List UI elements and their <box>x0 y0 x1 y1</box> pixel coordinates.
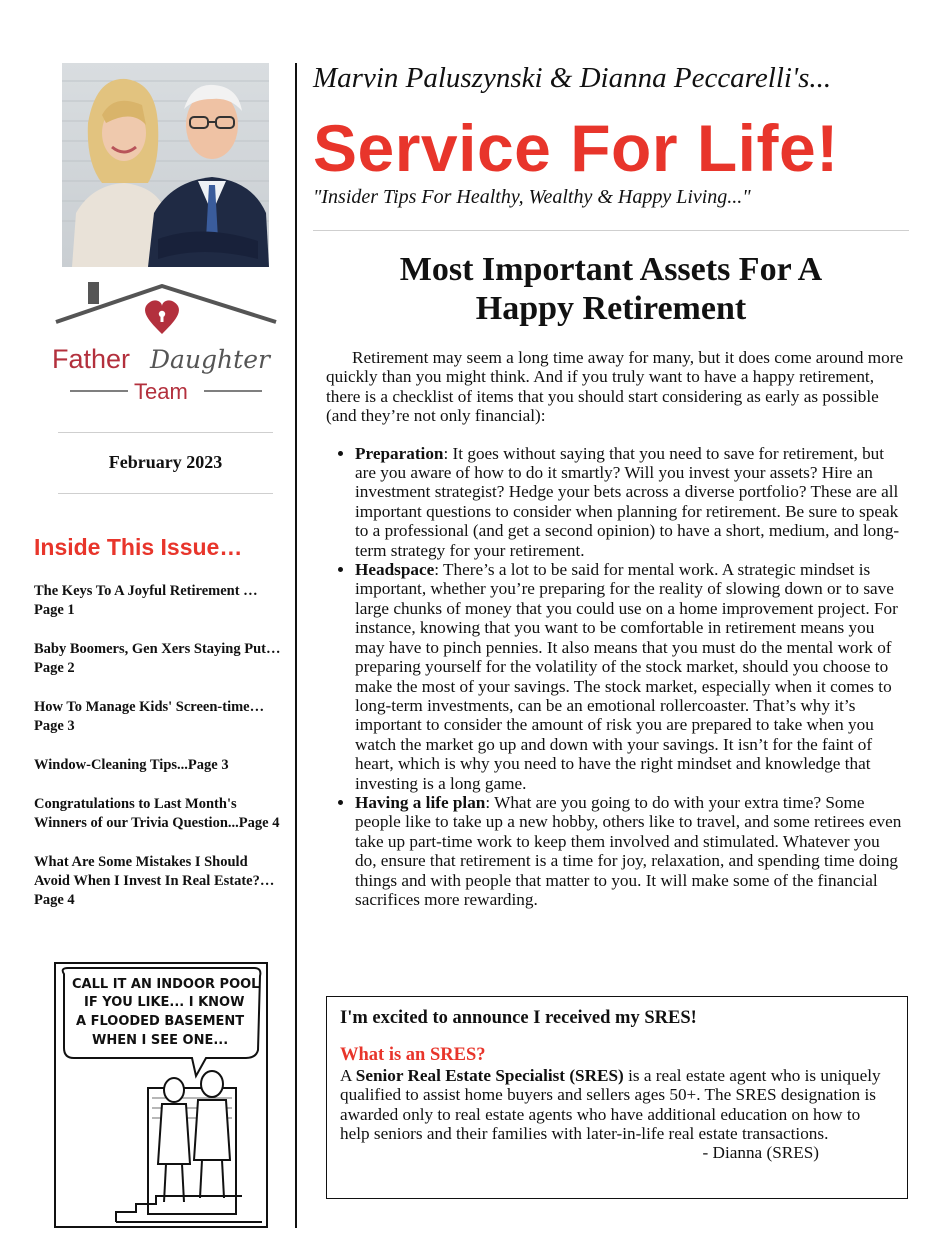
bullet-text: : It goes without saying that you need to save for retirement, but are you aware of how to do it smartly? Will you invest your assets? Hire an investment strategist? Hedge your bets across a diverse portfolio? These are all important questions to consider when planning for retirement. Be sure to speak to a professional (and get a second opinion) to have a short, medium, and long-term strategy for your retirement. <box>355 443 900 560</box>
sres-heading: I'm excited to announce I received my SRES! <box>340 1008 697 1028</box>
article-headline <box>313 250 909 328</box>
sres-signature: - Dianna (SRES) <box>702 1143 819 1163</box>
bullet-item <box>355 793 904 909</box>
headline-line: Most Important Assets For A <box>399 251 823 288</box>
article-body <box>326 348 904 909</box>
table-of-contents <box>34 582 284 930</box>
logo-word-daughter: Daughter <box>150 345 270 374</box>
bullet-item <box>355 560 904 793</box>
sres-announcement-box <box>326 996 908 1199</box>
sres-text: is a real estate agent who is uniquely qualified to assist home buyers and sellers ages 50+. The SRES designation is awarded only to real estate agents who have additional education on how to help seniors and their families with later-in-life real estate transactions. <box>340 1065 881 1144</box>
sidebar-divider <box>58 493 273 494</box>
toc-item[interactable]: How To Manage Kids' Screen-time…Page 3 <box>34 699 265 734</box>
article-bullets <box>326 444 904 910</box>
sres-description <box>340 1066 894 1144</box>
cartoon-caption-line: IF YOU LIKE... I KNOW <box>84 995 245 1010</box>
issue-date: February 2023 <box>108 452 223 472</box>
flooded-basement-cartoon <box>54 962 268 1228</box>
article-intro: Retirement may seem a long time away for many, but it does come around more quickly than you might think. And if you truly want to have a happy retirement, there is a checklist of items that you should start considering as early as possible (and they’re not only financial): <box>326 348 904 426</box>
sres-text-prefix: A <box>340 1065 356 1085</box>
sidebar-divider <box>58 432 273 433</box>
agents-photo <box>62 63 269 267</box>
cartoon-caption-line: WHEN I SEE ONE... <box>92 1033 229 1048</box>
bullet-item <box>355 444 904 560</box>
toc-item[interactable]: The Keys To A Joyful Retirement …Page 1 <box>34 583 258 618</box>
logo-word-father: Father <box>52 344 131 374</box>
newsletter-title: Service For Life! <box>313 111 839 185</box>
toc-item[interactable]: Baby Boomers, Gen Xers Staying Put…Page 2 <box>34 641 281 676</box>
bullet-term: Having a life plan <box>355 792 486 812</box>
sres-term: Senior Real Estate Specialist (SRES) <box>355 1065 624 1085</box>
inside-this-issue-heading: Inside This Issue… <box>34 534 243 560</box>
tagline: "Insider Tips For Healthy, Wealthy & Happy Living..." <box>313 186 751 208</box>
byline: Marvin Paluszynski & Dianna Peccarelli's... <box>313 62 832 94</box>
heart-keyhole-icon <box>145 300 179 334</box>
column-divider <box>295 63 297 1228</box>
header-divider <box>313 230 909 231</box>
headline-line: Happy Retirement <box>475 290 747 327</box>
logo-word-team: Team <box>134 379 188 404</box>
toc-item[interactable]: Congratulations to Last Month's Winners of our Trivia Question...Page 4 <box>34 796 280 831</box>
bullet-text: : What are you going to do with your extra time? Some people like to take up a new hobby, others like to travel, and some retirees even take up part-time work to keep them involved and stimulated. Whatever you do, ensure that retirement is a time for joy, relaxation, and spending time doing things and with people that matter to you. It will make some of the financial sacrifices more rewarding. <box>355 792 902 909</box>
cartoon-caption-line: CALL IT AN INDOOR POOL <box>72 977 260 992</box>
cartoon-caption-line: A FLOODED BASEMENT <box>76 1014 245 1029</box>
bullet-term: Headspace <box>355 560 435 580</box>
bullet-term: Preparation <box>355 443 444 463</box>
toc-item[interactable]: What Are Some Mistakes I Should Avoid When I Invest In Real Estate?…Page 4 <box>34 854 275 908</box>
toc-item[interactable]: Window-Cleaning Tips...Page 3 <box>34 757 229 773</box>
father-daughter-team-logo <box>50 282 286 412</box>
sres-subheading: What is an SRES? <box>340 1045 486 1066</box>
sidebar <box>0 0 296 1260</box>
bullet-text: : There’s a lot to be said for mental work. A strategic mindset is important, whether you’re preparing for the reality of slowing down or to save large chunks of money that you could use on a home improvement project. For instance, knowing that you want to be comfortable in retirement means you may have to pinch pennies. It also means that you must do the mental work of preparing yourself for the volatility of the stock market, should you choose to make the most of your savings. The stock market, especially when it comes to long-term investments, can be an emotional rollercoaster. That’s why it’s important to consider the amount of risk you are prepared to take when you watch the market go up and down with your savings. It isn’t for the faint of heart, which is why you need to have the right mindset and knowledge that investing is a long game. <box>355 560 898 793</box>
